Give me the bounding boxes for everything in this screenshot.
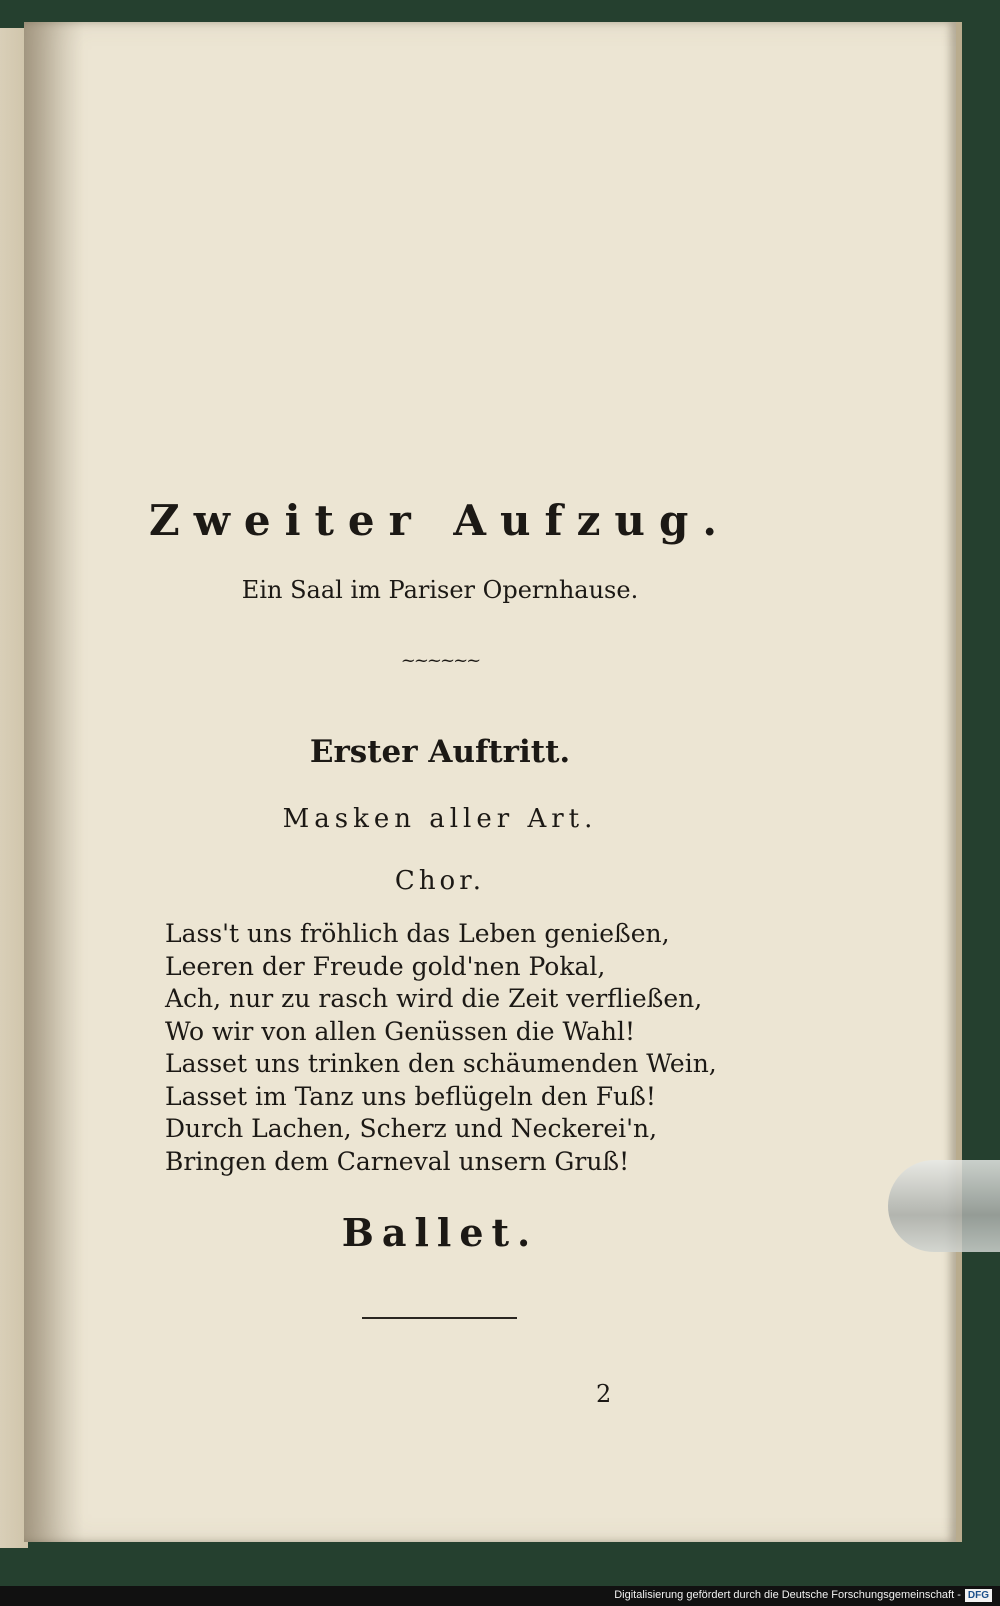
chorus-verse (165, 918, 725, 1178)
page-number: 2 (596, 1380, 612, 1408)
speaker-label: Chor. (394, 866, 486, 896)
verse-line: Ach, nur zu rasch wird die Zeit verfließen, (165, 984, 703, 1013)
scene-title: Erster Auftritt. (309, 734, 571, 770)
footer-credit (614, 1589, 992, 1602)
book-page (24, 22, 962, 1542)
verse-line: Wo wir von allen Genüssen die Wahl! (165, 1016, 636, 1046)
verse-line: Lass't uns fröhlich das Leben genießen, (165, 919, 670, 948)
ornament-divider: ~~~~~~ (400, 650, 480, 671)
verse-line: Leeren der Freude gold'nen Pokal, (165, 951, 606, 981)
setting-line: Ein Saal im Pariser Opernhause. (241, 576, 639, 604)
verse-line: Lasset im Tanz uns beflügeln den Fuß! (165, 1081, 656, 1111)
ballet-heading: Ballet. (341, 1210, 539, 1255)
dfg-logo-icon: DFG (965, 1589, 992, 1602)
page-tab-marker (888, 1160, 1000, 1252)
footer-credit-text: Digitalisierung gefördert durch die Deutsche Forschungsgemeinschaft - (614, 1589, 961, 1601)
page-gutter-shadow (24, 22, 84, 1542)
act-title: Zweiter Aufzug. (149, 496, 731, 545)
verse-line: Lasset uns trinken den schäumenden Wein, (165, 1049, 717, 1078)
verse-line: Bringen dem Carneval unsern Gruß! (165, 1146, 630, 1176)
verse-line: Durch Lachen, Scherz und Neckerei'n, (165, 1114, 658, 1143)
horizontal-rule (362, 1317, 517, 1319)
stage-direction: Masken aller Art. (282, 804, 598, 834)
